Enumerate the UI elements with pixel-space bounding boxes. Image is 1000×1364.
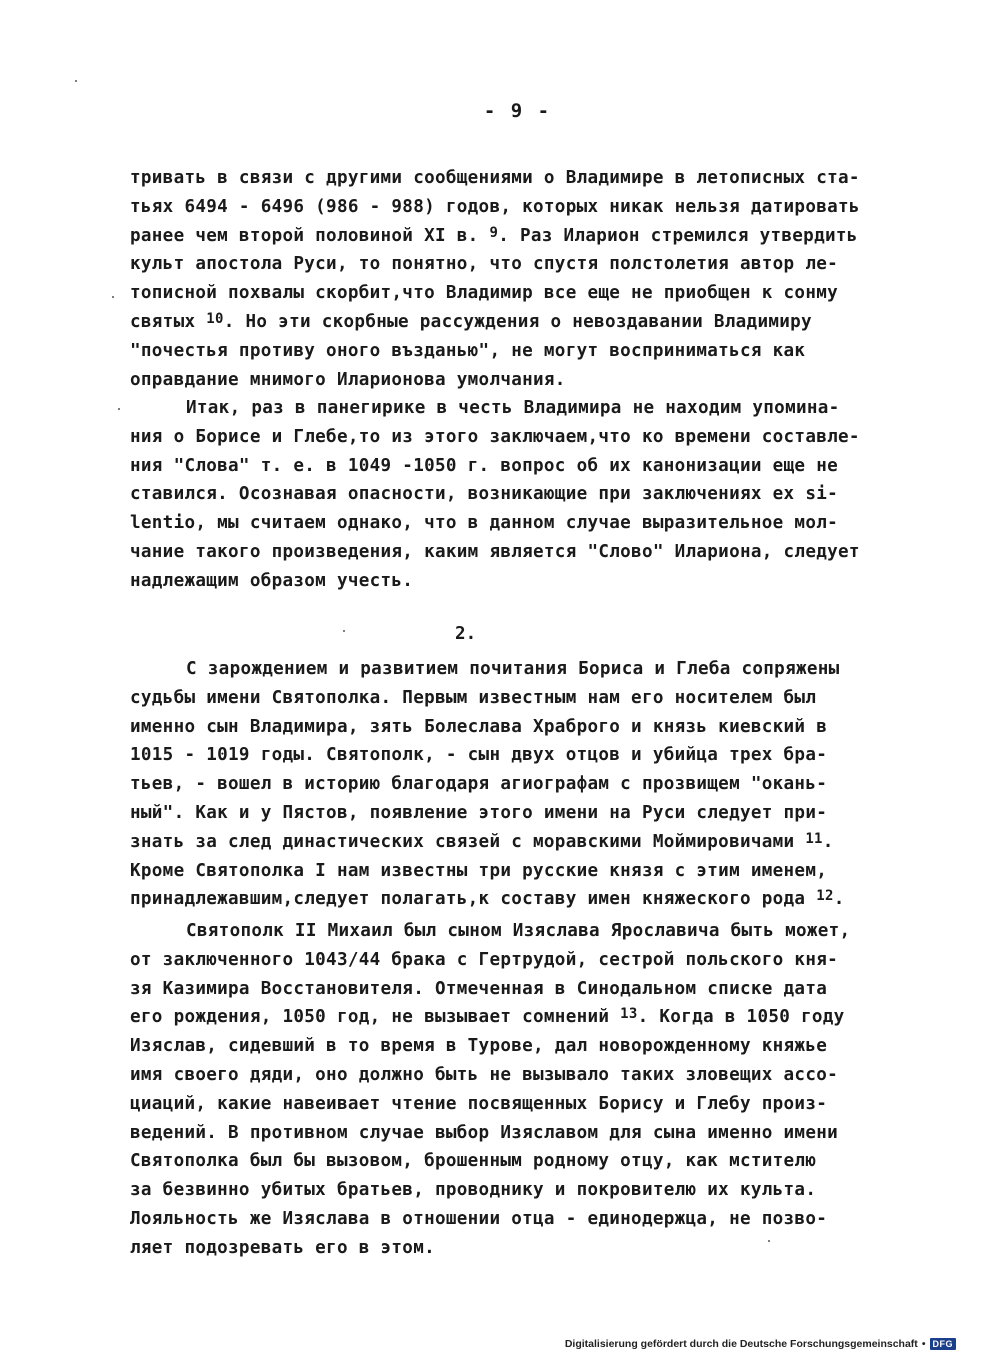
line-text: ляет подозревать его в этом. [130, 1237, 435, 1258]
text-line [130, 279, 900, 308]
line-text: за безвинно убитых братьев, проводнику и покровителю их культа. [130, 1180, 817, 1201]
line-text: ведений. В противном случае выбор Изяславом для сына именно имени [130, 1122, 839, 1143]
line-text: С зарождением и развитием почитания Бориса и Глеба сопряжены [186, 659, 840, 679]
text-line [130, 885, 900, 914]
line-text: Лояльность же Изяслава в отношении отца - единодержца, не позво- [130, 1208, 828, 1229]
line-text-continued: . [833, 889, 845, 910]
line-text: Изяслав, сидевший в то время в Турове, дал новорожденному княжье [130, 1036, 828, 1057]
text-line [130, 366, 900, 395]
line-text: циаций, какие навеивает чтение посвященных Борису и Глебу произ- [130, 1093, 828, 1114]
text-line [130, 975, 900, 1004]
footer-bullet: • [921, 1338, 926, 1350]
footer-credit [565, 1338, 956, 1350]
line-text: Итак, раз в панегирике в честь Владимира не находим упомина- [186, 398, 840, 418]
text-line [130, 857, 900, 886]
text-line [130, 770, 900, 799]
text-line [130, 684, 900, 713]
line-text: ранее чем второй половиной XI в. [130, 225, 490, 246]
footer-credit-text: Digitalisierung gefördert durch die Deutsche Forschungsgemeinschaft [564, 1338, 918, 1350]
text-line [130, 1119, 900, 1148]
paragraph-3 [130, 655, 900, 914]
line-text: ния "Слова" т. е. в 1049 -1050 г. вопрос об их канонизации еще не [130, 455, 839, 476]
text-line [130, 1147, 900, 1176]
text-line [130, 1090, 900, 1119]
text-line [130, 538, 900, 567]
text-line [130, 193, 900, 222]
footnote-marker: 9 [489, 224, 499, 241]
line-text: ный". Как и у Пястов, появление этого имени на Руси следует при- [130, 802, 828, 823]
line-text: имя своего дяди, оно должно быть не вызывало таких зловещих ассо- [130, 1064, 839, 1085]
text-line [130, 1234, 900, 1263]
text-line [130, 946, 900, 975]
line-text: его рождения, 1050 год, не вызывает сомнений [130, 1007, 621, 1028]
line-text: знать за след династических связей с моравскими Моймировичами [130, 831, 806, 852]
paragraph-1 [130, 164, 900, 394]
text-line [130, 1032, 900, 1061]
line-text: святых [130, 311, 207, 332]
text-line [130, 452, 900, 481]
text-line [130, 741, 900, 770]
section-number: 2. [455, 624, 477, 644]
line-text-continued: . Когда в 1050 году [637, 1007, 845, 1028]
line-text: от заключенного 1043/44 брака с Гертрудой, сестрой польского кня- [130, 949, 839, 970]
line-text: тьев, - вошел в историю благодаря агиографам с прозвищем "окань- [130, 774, 828, 795]
line-text: принадлежавшим,следует полагать,к составу имен княжеского рода [130, 889, 817, 910]
text-line [130, 1205, 900, 1234]
line-text: чание такого произведения, каким является "Слово" Илариона, следует [130, 541, 860, 562]
text-line [130, 308, 900, 337]
line-text: "почестья противу оного възданью", не могут восприниматься как [130, 340, 806, 361]
scan-speck [343, 630, 345, 632]
line-text: культ апостола Руси, то понятно, что спустя полстолетия автор ле- [130, 254, 839, 275]
line-text: Святополка был бы вызовом, брошенным родному отцу, как мстителю [130, 1151, 817, 1172]
line-text-continued: . Но эти скорбные рассуждения о невоздавании Владимиру [223, 311, 812, 332]
scan-speck [118, 408, 120, 410]
line-text: тописной похвалы скорбит,что Владимир все еще не приобщен к сонму [130, 283, 839, 304]
text-line [130, 250, 900, 279]
text-line [130, 713, 900, 742]
text-line [130, 1061, 900, 1090]
scan-speck [75, 80, 77, 82]
text-line [130, 567, 900, 596]
page-number: - 9 - [483, 100, 552, 122]
text-line [130, 655, 900, 684]
text-line [130, 480, 900, 509]
line-text: тривать в связи с другими сообщениями о Владимире в летописных ста- [130, 168, 860, 188]
text-line [130, 828, 900, 857]
text-line [130, 394, 900, 423]
footnote-marker: 13 [620, 1006, 638, 1023]
text-line [130, 1003, 900, 1032]
line-text: ния о Борисе и Глебе,то из этого заключаем,что ко времени составле- [130, 426, 860, 447]
footnote-marker: 10 [206, 310, 224, 327]
line-text: оправдание мнимого Иларионова умолчания. [130, 369, 566, 390]
line-text: Кроме Святополка I нам известны три русские князя с этим именем, [130, 860, 828, 881]
text-line [130, 1176, 900, 1205]
scan-speck [768, 1240, 770, 1242]
line-text: Святополк II Михаил был сыном Изяслава Ярославича быть может, [186, 921, 851, 941]
text-line [130, 509, 900, 538]
line-text: зя Казимира Восстановителя. Отмеченная в Синодальном списке дата [130, 978, 828, 999]
line-text-continued: . Раз Иларион стремился утвердить [498, 225, 858, 246]
line-text: надлежащим образом учесть. [130, 570, 414, 591]
paragraph-2 [130, 394, 900, 596]
text-line [130, 423, 900, 452]
line-text: 1015 - 1019 годы. Святополк, - сын двух отцов и убийца трех бра- [130, 745, 828, 766]
text-line [130, 222, 900, 251]
text-line [130, 917, 900, 946]
line-text-continued: . [822, 831, 834, 852]
line-text: именно сын Владимира, зять Болеслава Храброго и князь киевский в [130, 716, 828, 737]
text-line [130, 337, 900, 366]
dfg-logo: DFG [930, 1338, 957, 1350]
text-line [130, 799, 900, 828]
line-text: тьях 6494 - 6496 (986 - 988) годов, которых никак нельзя датировать [130, 196, 860, 217]
scan-speck [112, 296, 114, 298]
line-text: судьбы имени Святополка. Первым известным нам его носителем был [130, 687, 817, 708]
footnote-marker: 12 [816, 888, 834, 905]
footnote-marker: 11 [805, 830, 823, 847]
text-line [130, 164, 900, 193]
line-text: lentio, мы считаем однако, что в данном случае выразительное мол- [130, 513, 839, 534]
paragraph-4 [130, 917, 900, 1263]
line-text: ставился. Осознавая опасности, возникающие при заключениях ex si- [130, 484, 839, 505]
